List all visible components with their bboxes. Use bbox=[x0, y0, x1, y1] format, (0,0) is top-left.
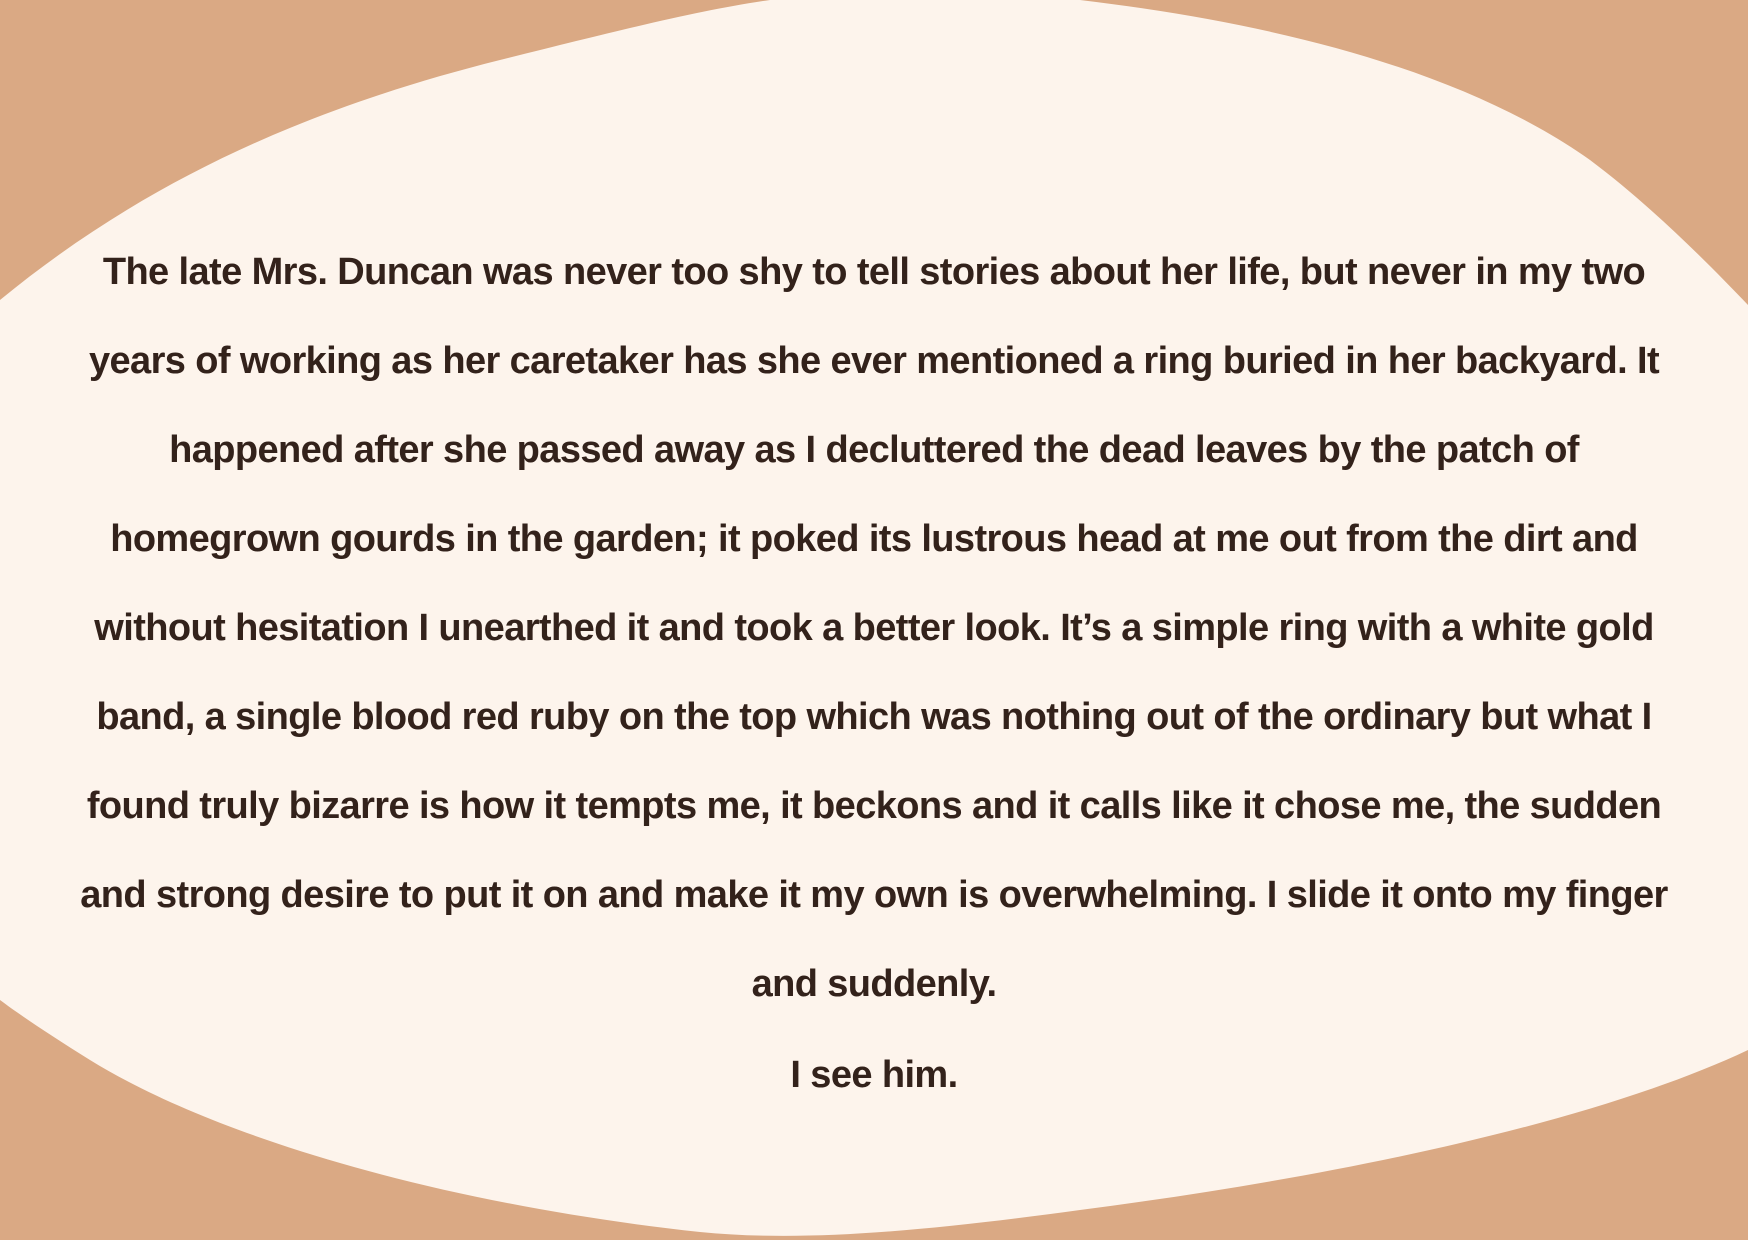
story-line: without hesitation I unearthed it and took a better look. It’s a simple ring with a white gold bbox=[94, 607, 1654, 649]
story-line: band, a single blood red ruby on the top which was nothing out of the ordinary but what I bbox=[96, 696, 1652, 738]
story-line: found truly bizarre is how it tempts me, it beckons and it calls like it chose me, the sudden bbox=[86, 785, 1662, 827]
closing-line: I see him. bbox=[790, 1054, 958, 1096]
story-line: years of working as her caretaker has she ever mentioned a ring buried in her backyard. It bbox=[88, 340, 1660, 382]
story-line: homegrown gourds in the garden; it poked its lustrous head at me out from the dirt and bbox=[110, 518, 1638, 560]
story-line: and strong desire to put it on and make it my own is overwhelming. I slide it onto my finger bbox=[80, 874, 1668, 916]
story-line: The late Mrs. Duncan was never too shy to tell stories about her life, but never in my two bbox=[102, 251, 1646, 293]
story-line: and suddenly. bbox=[751, 963, 997, 1005]
story-line: happened after she passed away as I decluttered the dead leaves by the patch of bbox=[169, 429, 1579, 471]
story-text bbox=[40, 228, 1708, 1121]
